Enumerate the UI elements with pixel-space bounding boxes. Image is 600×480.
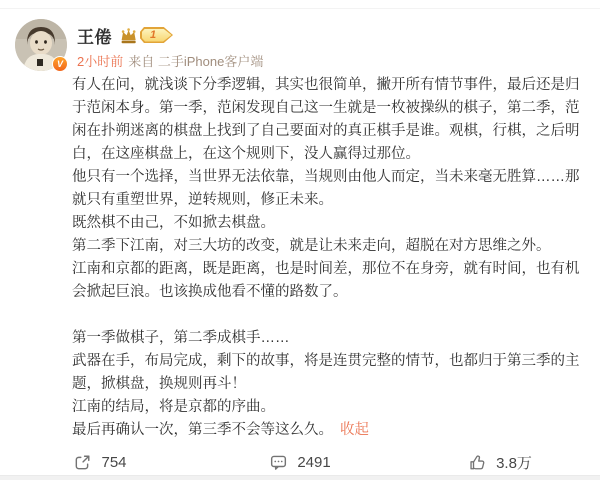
- post-paragraph-blank: [72, 304, 586, 327]
- verified-v-icon: V: [52, 56, 68, 72]
- post-paragraph: 江南和京都的距离，既是距离，也是时间差，那位不在身旁，就有时间，也有机会掀起巨浪。也该换成他看不懂的路数了。: [72, 261, 580, 300]
- like-button[interactable]: [400, 449, 600, 475]
- post-paragraph: 武器在手，布局完成，剩下的故事，将是连贯完整的情节，也都归于第三季的主题，掀棋盘，换规则再斗！: [72, 353, 580, 392]
- post-paragraph-last: [72, 419, 586, 442]
- comment-button[interactable]: [200, 449, 400, 475]
- vip-level-number: 1: [149, 29, 157, 41]
- repost-button[interactable]: [0, 449, 200, 475]
- post-content: [72, 74, 586, 442]
- collapse-link[interactable]: 收起: [340, 422, 369, 438]
- post-paragraph: 第二季下江南，对三大坊的改变，就是让未来走向，超脱在对方思维之外。: [72, 238, 551, 254]
- post-paragraph: 既然棋不由己，不如掀去棋盘。: [72, 215, 275, 231]
- timestamp[interactable]: 2小时前: [77, 54, 124, 69]
- post-meta: [77, 51, 263, 70]
- bottom-divider: [0, 475, 600, 480]
- top-divider: [0, 8, 600, 9]
- comment-count: 2491: [297, 453, 331, 471]
- avatar[interactable]: [15, 19, 67, 71]
- action-bar: [0, 449, 600, 475]
- post-source[interactable]: 来自 二手iPhone客户端: [128, 54, 264, 69]
- crown-icon: [119, 27, 138, 44]
- vip-level-badge: [140, 27, 173, 43]
- post-paragraph: 他只有一个选择，当世界无法依靠，当规则由他人而定，当未来毫无胜算……那就只有重塑世界，逆转规则，修正未来。: [72, 169, 580, 208]
- post-paragraph: 有人在问，就浅谈下分季逻辑，其实也很简单，撇开所有情节事件，最后还是归于范闲本身。第一季，范闲发现自己这一生就是一枚被操纵的棋子，第二季，范闲在扑朔迷离的棋盘上找到了自己要面对的真正棋手是谁。观棋，行棋，之后明白，在这座棋盘上，在这个规则下，没人赢得过那位。: [72, 77, 580, 162]
- vip-badge[interactable]: [119, 27, 173, 44]
- comment-icon: [269, 453, 288, 472]
- thumbs-up-icon: [468, 453, 487, 472]
- repost-icon: [73, 453, 92, 472]
- repost-count: 754: [101, 453, 127, 471]
- post-paragraph: 第一季做棋子，第二季成棋手……: [72, 330, 290, 346]
- like-count: 3.8万: [496, 454, 532, 472]
- post-paragraph: 江南的结局，将是京都的序曲。: [72, 399, 275, 415]
- name-row: [77, 24, 173, 46]
- username[interactable]: 王倦: [77, 27, 112, 47]
- post-paragraph-text: 最后再确认一次，第三季不会等这么久。: [72, 422, 333, 438]
